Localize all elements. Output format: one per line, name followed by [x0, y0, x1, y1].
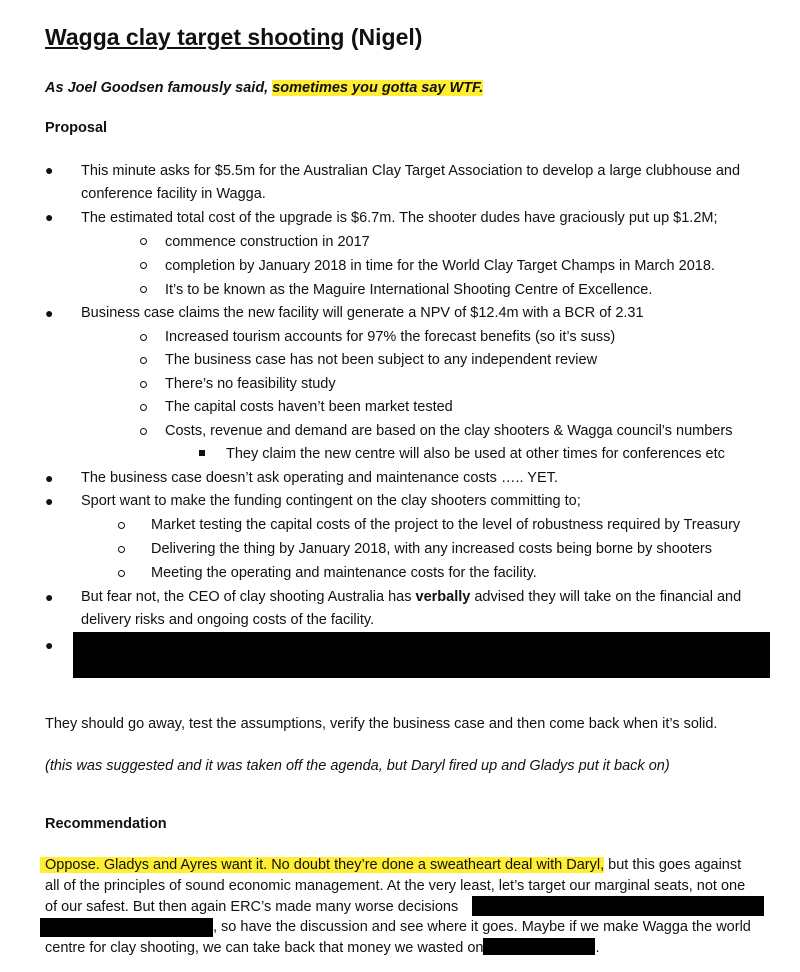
proposal-item-2-sub-1: commence construction in 2017 [165, 234, 370, 250]
redacted-inline [483, 938, 595, 955]
circle-bullet-icon [140, 428, 147, 435]
proposal-item-5-sub-3: Meeting the operating and maintenance costs for the facility. [151, 565, 537, 581]
proposal-item-3: Business case claims the new facility will generate a NPV of $12.4m with a BCR of 2.31 [81, 305, 644, 321]
recommendation-line-5 [45, 937, 600, 959]
circle-bullet-icon [140, 404, 147, 411]
bullet-icon: ● [45, 162, 54, 178]
proposal-item-2-sub-3: It’s to be known as the Maguire International Shooting Centre of Excellence. [165, 282, 653, 298]
title-main: Wagga clay target shooting [45, 24, 345, 50]
proposal-item-2-sub-2: completion by January 2018 in time for the World Clay Target Champs in March 2018. [165, 258, 715, 274]
title-suffix: (Nigel) [344, 24, 423, 50]
proposal-item-3-sub-1: Increased tourism accounts for 97% the forecast benefits (so it’s suss) [165, 329, 616, 345]
proposal-item-6-text-b: advised they will take on the financial and [470, 589, 742, 605]
proposal-item-5-sub-1: Market testing the capital costs of the project to the level of robustness required by Treasury [151, 517, 741, 533]
aside-note: (this was suggested and it was taken off the agenda, but Daryl fired up and Gladys put it back on) [45, 758, 670, 774]
redacted-inline [472, 896, 764, 916]
proposal-item-3-sub-3: There’s no feasibility study [165, 376, 336, 392]
bullet-icon: ● [45, 305, 54, 321]
recommendation-line-5-end: . [595, 940, 600, 956]
proposal-item-6-emphasis: verbally [415, 589, 471, 605]
proposal-item-4: The business case doesn’t ask operating and maintenance costs ….. YET. [81, 470, 558, 486]
recommendation-line-3: of our safest. But then again ERC’s made many worse decisions [45, 899, 459, 915]
redacted-block [73, 632, 770, 678]
circle-bullet-icon [140, 381, 147, 388]
circle-bullet-icon [118, 570, 125, 577]
proposal-item-3-sub-4: The capital costs haven’t been market tested [165, 399, 453, 415]
circle-bullet-icon [140, 334, 147, 341]
proposal-item-2: The estimated total cost of the upgrade is $6.7m. The shooter dudes have graciously put up $1.2M; [81, 210, 718, 226]
bullet-icon: ● [45, 209, 54, 225]
closing-paragraph: They should go away, test the assumptions, verify the business case and then come back when it’s solid. [45, 716, 718, 732]
proposal-item-1-line-1: This minute asks for $5.5m for the Australian Clay Target Association to develop a large clubhouse and [81, 163, 741, 179]
proposal-item-6-line-1 [81, 586, 741, 608]
proposal-item-3-sub-5-detail: They claim the new centre will also be used at other times for conferences etc [226, 446, 725, 462]
quote-prefix: As Joel Goodsen famously said, [45, 80, 273, 96]
circle-bullet-icon [118, 522, 125, 529]
proposal-item-6-text-a: But fear not, the CEO of clay shooting Australia has [81, 589, 416, 605]
bullet-icon: ● [45, 589, 54, 605]
recommendation-line-1 [40, 854, 741, 876]
recommendation-line-2: all of the principles of sound economic management. At the very least, let’s target our marginal seats, not one [45, 878, 746, 894]
bullet-icon: ● [45, 637, 54, 653]
bullet-icon: ● [45, 470, 54, 486]
proposal-item-3-sub-5: Costs, revenue and demand are based on the clay shooters & Wagga council’s numbers [165, 423, 733, 439]
circle-bullet-icon [140, 238, 147, 245]
proposal-item-3-sub-2: The business case has not been subject to any independent review [165, 352, 598, 368]
opening-quote [45, 80, 483, 96]
circle-bullet-icon [140, 286, 147, 293]
recommendation-highlight: Oppose. Gladys and Ayres want it. No doubt they’re done a sweatheart deal with Daryl, [40, 857, 604, 873]
proposal-heading: Proposal [45, 120, 108, 136]
recommendation-line-1-rest: but this goes against [604, 857, 742, 873]
proposal-item-5: Sport want to make the funding contingent on the clay shooters committing to; [81, 493, 581, 509]
recommendation-line-4: , so have the discussion and see where it goes. Maybe if we make Wagga the world [213, 919, 751, 935]
recommendation-line-5-text: centre for clay shooting, we can take back that money we wasted on [45, 940, 484, 956]
circle-bullet-icon [118, 546, 125, 553]
bullet-icon: ● [45, 493, 54, 509]
circle-bullet-icon [140, 262, 147, 269]
document-title [45, 24, 422, 51]
square-bullet-icon [199, 450, 205, 456]
recommendation-heading: Recommendation [45, 816, 167, 832]
circle-bullet-icon [140, 357, 147, 364]
proposal-item-1-line-2: conference facility in Wagga. [81, 186, 266, 202]
proposal-item-6-line-2: delivery risks and ongoing costs of the facility. [81, 612, 375, 628]
proposal-item-5-sub-2: Delivering the thing by January 2018, with any increased costs being borne by shooters [151, 541, 712, 557]
redacted-inline [40, 918, 213, 937]
quote-highlight: sometimes you gotta say WTF. [272, 80, 484, 96]
